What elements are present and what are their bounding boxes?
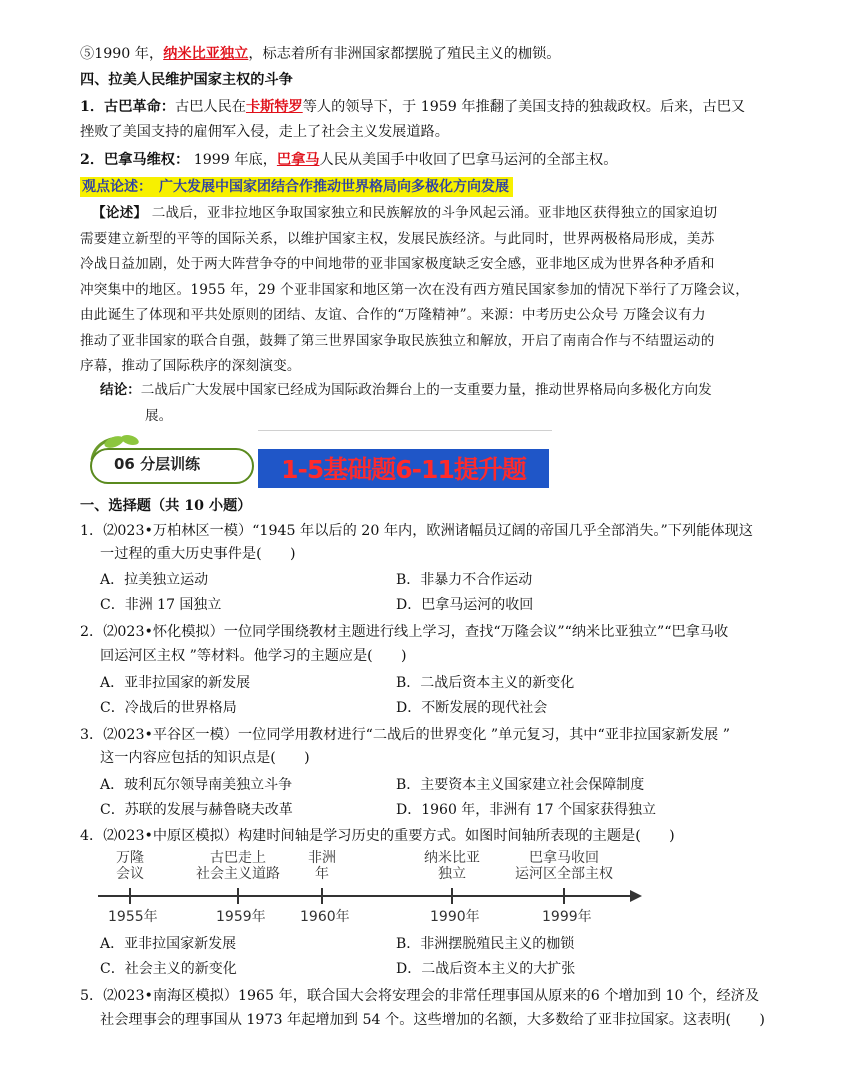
question-3-stem-2: 这一内容应包括的知识点是( ) — [100, 750, 310, 766]
timeline-event-label — [417, 850, 487, 882]
keyword-castro: 卡斯特罗 — [245, 99, 303, 115]
q1-option-d: D．巴拿马运河的收回 — [396, 597, 534, 613]
argument-label: 【论述】 — [92, 205, 148, 221]
divider — [258, 430, 552, 431]
q3-option-d: D．1960 年，非洲有 17 个国家获得独立 — [396, 802, 657, 818]
text: 等人的领导下，于 1959 年推翻了美国支持的独裁政权。后来，古巴又 — [302, 99, 746, 115]
section-heading-4: 四、拉美人民维护国家主权的斗争 — [80, 72, 293, 88]
argument-line: 序幕，推动了国际秩序的深刻演变。 — [80, 358, 301, 374]
timeline-year: 1990年 — [430, 909, 480, 925]
conclusion-label: 结论： — [100, 382, 141, 398]
q2-option-b: B．二战后资本主义的新变化 — [396, 675, 575, 691]
banner-difficulty-text: 1-5基础题6-11提升题 — [281, 455, 526, 484]
q3-option-c: C．苏联的发展与赫鲁晓夫改革 — [100, 802, 293, 818]
q2-option-d: D．不断发展的现代社会 — [396, 700, 548, 716]
banner-pill — [90, 448, 254, 484]
text: 二战后广大发展中国家已经成为国际政治舞台上的一支重要力量，推动世界格局向多极化方向发 — [140, 382, 712, 398]
timeline-event-label — [105, 850, 155, 882]
timeline-year: 1959年 — [216, 909, 266, 925]
keyword-panama: 巴拿马 — [276, 152, 320, 168]
timeline-event-line: 运河区全部主权 — [515, 866, 613, 882]
argument-line: 冷战日益加剧，处于两大阵营争夺的中间地带的亚非国家极度缺乏安全感，亚非地区成为世界各种矛盾和 — [80, 256, 715, 272]
timeline-event-line: 会议 — [116, 866, 144, 882]
argument-line: 由此诞生了体现和平共处原则的团结、友谊、合作的“万隆精神”。来源：中考历史公众号 万隆会议有力 — [80, 307, 706, 323]
label: 2．巴拿马维权： — [80, 152, 190, 168]
q2-option-c: C．冷战后的世界格局 — [100, 700, 237, 716]
timeline-year: 1960年 — [300, 909, 350, 925]
timeline-event-line: 社会主义道路 — [196, 866, 280, 882]
text: ，标志着所有非洲国家都摆脱了殖民主义的枷锁。 — [248, 46, 561, 62]
timeline-event-line: 年 — [315, 866, 329, 882]
cuba-revolution-line — [80, 97, 745, 117]
conclusion — [100, 378, 790, 429]
panama-line — [80, 150, 617, 170]
question-5-stem-2: 社会理事会的理事国从 1973 年起增加到 54 个。这些增加的名额，大多数给了亚非拉国家。这表明( ) — [100, 1012, 765, 1028]
question-1-stem-2: 一过程的重大历史事件是( ) — [100, 546, 296, 562]
q1-option-a: A．拉美独立运动 — [100, 572, 209, 588]
question-1-stem: 1．⑵023•万柏林区一模）“1945 年以后的 20 年内，欧洲诸幅员辽阔的帝国几乎全部消失。”下列能体现这 — [80, 523, 753, 539]
banner-difficulty — [258, 449, 549, 488]
argument-line: 冲突集中的地区。1955 年，29 个亚非国家和地区第一次在没有西方殖民国家参加的情况下举行了万隆会议， — [80, 281, 750, 298]
keyword-namibia: 纳米比亚独立 — [163, 46, 249, 62]
timeline-event-line: 万隆 — [116, 850, 144, 866]
text: 1999 年底， — [189, 152, 277, 168]
section-heading-choice: 一、选择题（共 10 小题） — [80, 498, 252, 514]
question-2-stem-2: 回运河区主权 ”等材料。他学习的主题应是( ) — [100, 648, 407, 664]
timeline-event-label — [302, 850, 342, 882]
question-5-stem: 5．⑵023•南海区模拟）1965 年，联合国大会将安理会的非常任理事国从原来的6 个增加到 10 个，经济及 — [80, 988, 760, 1004]
argument-paragraph — [80, 201, 784, 380]
banner-pill-text: 06 分层训练 — [114, 455, 201, 473]
section-banner — [82, 430, 257, 490]
argument-line: 需要建立新型的平等的国际关系，以维护国家主权，发展民族经济。与此同时，世界两极格局形成，美苏 — [80, 230, 715, 247]
timeline-event-line: 古巴走上 — [210, 850, 266, 866]
text: 展。 — [145, 407, 173, 424]
text: 古巴人民在 — [175, 99, 246, 115]
q3-option-a: A．玻利瓦尔领导南美独立斗争 — [100, 777, 293, 793]
question-4-stem: 4．⑵023•中原区模拟）构建时间轴是学习历史的重要方式。如图时间轴所表现的主题是( ) — [80, 828, 675, 844]
text: 人民从美国手中收回了巴拿马运河的全部主权。 — [319, 152, 618, 168]
point-5-line — [80, 44, 560, 64]
q2-option-a: A．亚非拉国家的新发展 — [100, 675, 251, 691]
timeline-year: 1955年 — [108, 909, 158, 925]
timeline-event-label — [509, 850, 619, 882]
q4-option-d: D．二战后资本主义的大扩张 — [396, 961, 576, 977]
timeline-event-line: 独立 — [438, 866, 466, 882]
q4-option-a: A．亚非拉国家新发展 — [100, 936, 237, 952]
q3-option-b: B．主要资本主义国家建立社会保障制度 — [396, 777, 645, 793]
timeline-event-label — [178, 850, 298, 882]
text: ⑤1990 年， — [80, 46, 164, 62]
q4-option-c: C．社会主义的新变化 — [100, 961, 237, 977]
q1-option-c: C．非洲 17 国独立 — [100, 597, 222, 613]
timeline-event-line: 巴拿马收回 — [529, 850, 599, 866]
timeline-event-line: 纳米比亚 — [424, 850, 480, 866]
timeline-year: 1999年 — [542, 909, 592, 925]
argument-line: 二战后，亚非拉地区争取国家独立和民族解放的斗争风起云涌。亚非地区获得独立的国家迫切 — [147, 205, 718, 221]
argument-line: 推动了亚非国家的联合自强，鼓舞了第三世界国家争取民族独立和解放，开启了南南合作与不结盟运动的 — [80, 332, 715, 349]
q1-option-b: B．非暴力不合作运动 — [396, 572, 533, 588]
timeline-event-line: 非洲 — [308, 850, 336, 866]
cuba-revolution-line-2: 挫败了美国支持的雇佣军入侵，走上了社会主义发展道路。 — [80, 124, 449, 140]
label: 1．古巴革命： — [80, 99, 175, 115]
timeline-figure — [92, 850, 652, 930]
question-3-stem: 3．⑵023•平谷区一模）一位同学用教材进行“二战后的世界变化 ”单元复习，其中“亚非拉国家新发展 ” — [80, 727, 731, 743]
q4-option-b: B．非洲摆脱殖民主义的枷锁 — [396, 936, 575, 952]
question-2-stem: 2．⑵023•怀化模拟）一位同学围绕教材主题进行线上学习，查找“万隆会议”“纳米比亚独立”“巴拿马收 — [80, 624, 729, 640]
topic-highlight: 观点论述： 广大发展中国家团结合作推动世界格局向多极化方向发展 — [80, 177, 513, 197]
